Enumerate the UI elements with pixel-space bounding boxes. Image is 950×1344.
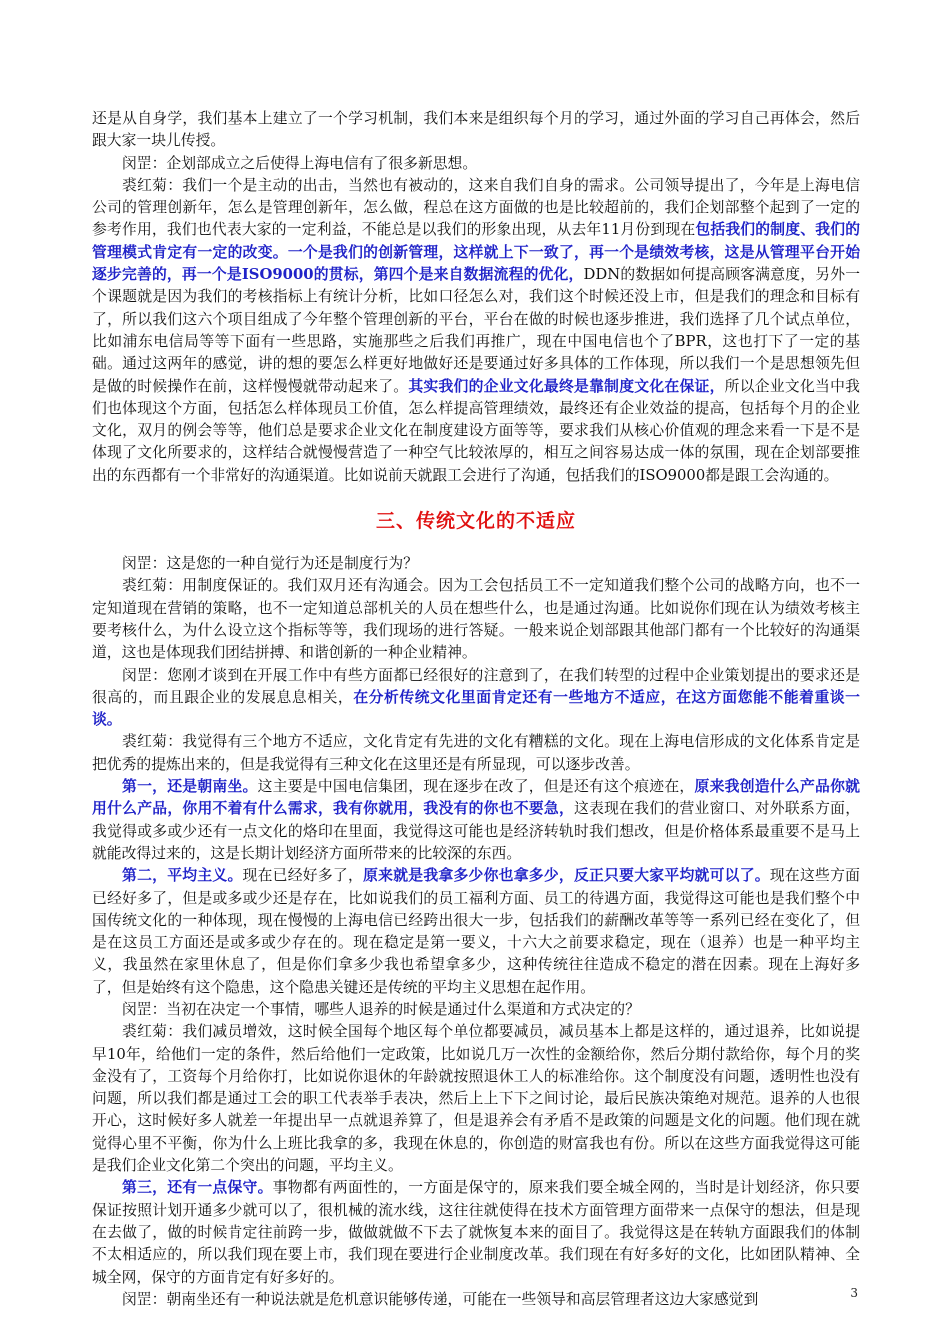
highlighted-text: 其实我们的企业文化最终是靠制度文化在保证， bbox=[408, 377, 725, 395]
paragraph bbox=[92, 575, 860, 664]
paragraph bbox=[92, 153, 860, 175]
paragraph bbox=[92, 175, 860, 487]
body-text: 还是从自身学，我们基本上建立了一个学习机制，我们本来是组织每个月的学习，通过外面的学习自己再体会，然后跟大家一块儿传授。 bbox=[92, 110, 860, 150]
bottom-paragraphs bbox=[92, 553, 860, 1311]
highlighted-text: 包括我们的制度、我们的管理模式肯定有一定的改变。一个是我们的创新管理，这样就上下一致了，再一个是绩效考核，这是从管理平台开始逐步完善的，再一个是ISO9000的贯标，第四个是来自数据流程的优化， bbox=[92, 221, 860, 284]
body-text: 闵罡：当初在决定一个事情，哪些人退养的时候是通过什么渠道和方式决定的？ bbox=[122, 1000, 640, 1018]
body-text: 这主要是中国电信集团，现在逐步在改了，但是还有这个痕迹在， bbox=[257, 778, 695, 796]
paragraph bbox=[92, 1021, 860, 1177]
body-text: 事物都有两面性的，一方面是保守的，原来我们要全城全网的，当时是计划经济，你只要保证按照计划开通多少就可以了，很机械的流水线，这往往就使得在技术方面管理方面带来一点保守的想法，但是现在去做了，做的时候肯定往前跨一步，做做就做不下去了就恢复本来的面目了。我觉得这是在转轨方面跟我们的体制不太相适应的，所以我们现在要上市，我们现在要进行企业制度改革。我们现在有好多好的文化，比如团队精神、全城全网，保守的方面肯定有好多好的。 bbox=[92, 1179, 860, 1286]
body-text: 现在已经好多了， bbox=[242, 867, 364, 885]
body-text: 裘红菊：我觉得有三个地方不适应，文化肯定有先进的文化有糟糕的文化。现在上海电信形成的文化体系肯定是把优秀的提炼出来的，但是我觉得有三种文化在这里还是有所显现，可以逐步改善。 bbox=[92, 733, 860, 773]
body-text: 裘红菊：我们减员增效，这时候全国每个地区每个单位都要减员，减员基本上都是这样的，通过退养，比如说提早10年，给他们一定的条件，然后给他们一定政策，比如说几万一次性的金额给你，然后分期付款给你，每个月的奖金没有了，工资每个月给你打，比如说你退休的年龄就按照退休工人的标准给你。这个制度没有问题，透明性也没有问题，所以我们都是通过工会的职工代表举手表决，然后上上下下之间讨论，最后民族决策绝对规范。退养的人也很开心，这时候好多人就差一年提出早一点就退养算了，但是退养会有矛盾不是政策的问题是文化的问题。他们现在就觉得心里不平衡，你为什么上班比我拿的多，我现在休息的，你创造的财富我也有份。所以在这些方面我觉得这可能是我们企业文化第二个突出的问题，平均主义。 bbox=[92, 1023, 860, 1175]
body-text: 闵罡：您刚才谈到在开展工作中有些方面都已经很好的注意到了，在我们转型的过程中企业策划提出的要求还是很高的，而且跟企业的发展息息相关， bbox=[92, 666, 860, 706]
paragraph bbox=[92, 553, 860, 575]
paragraph bbox=[92, 1177, 860, 1288]
highlighted-text: 第一，还是朝南坐。 bbox=[122, 778, 258, 796]
body-text: 闵罡：这是您的一种自觉行为还是制度行为？ bbox=[122, 555, 418, 573]
document-page bbox=[92, 108, 860, 1311]
body-text: 裘红菊：我们一个是主动的出击，当然也有被动的，这来自我们自身的需求。公司领导提出了，今年是上海电信公司的管理创新年，怎么是管理创新年，怎么做，程总在这方面做的也是比较超前的，我们企划部整个起到了一定的参考作用，我们也代表大家的一定利益，不能总是以我们的形象出现，从去年11月份到现在 bbox=[92, 176, 860, 239]
body-text: 所以企业文化当中我们也体现这个方面，包括怎么样体现员工价值，怎么样提高管理绩效，最终还有企业效益的提高，包括每个月的企业文化，双月的例会等等，他们总是要求企业文化在制度建设方面等等，要求我们从核心价值观的理念来看一下是不是体现了文化所要求的，这样结合就慢慢营造了一种空气比较浓厚的，相互之间容易达成一体的氛围，现在企划部要推出的东西都有一个非常好的沟通渠道。比如说前天就跟工会进行了沟通，包括我们的ISO9000都是跟工会沟通的。 bbox=[92, 377, 860, 484]
paragraph bbox=[92, 108, 860, 153]
paragraph bbox=[92, 999, 860, 1021]
paragraph bbox=[92, 865, 860, 999]
body-text: 这表现在我们的营业窗口、对外联系方面，我觉得或多或少还有一点文化的烙印在里面，我觉得这可能也是经济转轨时我们想改，但是价格体系最重要不是马上就能改得过来的，这是长期计划经济方面所带来的比较深的东西。 bbox=[92, 800, 860, 862]
highlighted-text: 原来我创造什么产品你就用什么产品，你用不着有什么需求，我有你就用，我没有的你也不要急， bbox=[92, 778, 860, 818]
paragraph bbox=[92, 776, 860, 865]
highlighted-text: 第三，还有一点保守。 bbox=[122, 1179, 273, 1197]
page-number: 3 bbox=[850, 1286, 858, 1300]
highlighted-text: 原来就是我拿多少你也拿多少，反正只要大家平均就可以了。 bbox=[363, 867, 770, 885]
highlighted-text: 在分析传统文化里面肯定还有一些地方不适应，在这方面您能不能着重谈一谈。 bbox=[92, 688, 860, 729]
body-text: 闵罡：朝南坐还有一种说法就是危机意识能够传递，可能在一些领导和高层管理者这边大家感觉到 bbox=[122, 1290, 759, 1308]
top-paragraphs bbox=[92, 108, 860, 487]
section-title: 三、传统文化的不适应 bbox=[375, 510, 576, 533]
highlighted-text: 第二，平均主义。 bbox=[122, 867, 243, 885]
body-text: 裘红菊：用制度保证的。我们双月还有沟通会。因为工会包括员工不一定知道我们整个公司的战略方向，也不一定知道现在营销的策略，也不一定知道总部机关的人员在想些什么，也是通过沟通。比如说你们现在认为绩效考核主要考核什么，为什么设立这个指标等等，我们现场的进行答疑。一般来说企划部跟其他部门都有一个比较好的沟通渠道，这也是体现我们团结拼搏、和谐创新的一种企业精神。 bbox=[92, 577, 860, 662]
paragraph bbox=[92, 1289, 860, 1311]
body-text: 现在这些方面已经好多了，但是或多或少还是存在，比如说我们的员工福利方面、员工的待遇方面，我觉得这可能也是我们整个中国传统文化的一种体现，现在慢慢的上海电信已经跨出很大一步，包括我们的薪酬改革等等一系列已经在变化了，但是在这员工方面还是或多或少存在的。现在稳定是第一要义，十六大之前要求稳定，现在（退养）也是一种平均主义，我虽然在家里休息了，但是你们拿多少我也希望拿多少，这种传统往往造成不稳定的潜在因素。现在上海好多了，但是始终有这个隐患，这个隐患关键还是传统的平均主义思想在起作用。 bbox=[92, 867, 860, 996]
paragraph bbox=[92, 665, 860, 732]
paragraph bbox=[92, 731, 860, 776]
body-text: DDN的数据如何提高顾客满意度，另外一个课题就是因为我们的考核指标上有统计分析，比如口径怎么对，我们这个时候还没上市，但是我们的理念和目标有了，所以我们这六个项目组成了今年整个管理创新的平台，平台在做的时候也逐步推进，我们选择了几个试点单位，比如浦东电信局等等下面有一些思路，实施那些之后我们再推广，现在中国电信也个了BPR，这也打下了一定的基础。通过这两年的感觉，讲的想的要怎么样更好地做好还是要通过好多具体的工作体现，所以我们一个是思想领先但是做的时候操作在前，这样慢慢就带动起来了。 bbox=[92, 266, 860, 395]
body-text: 闵罡：企划部成立之后使得上海电信有了很多新思想。 bbox=[122, 154, 478, 172]
